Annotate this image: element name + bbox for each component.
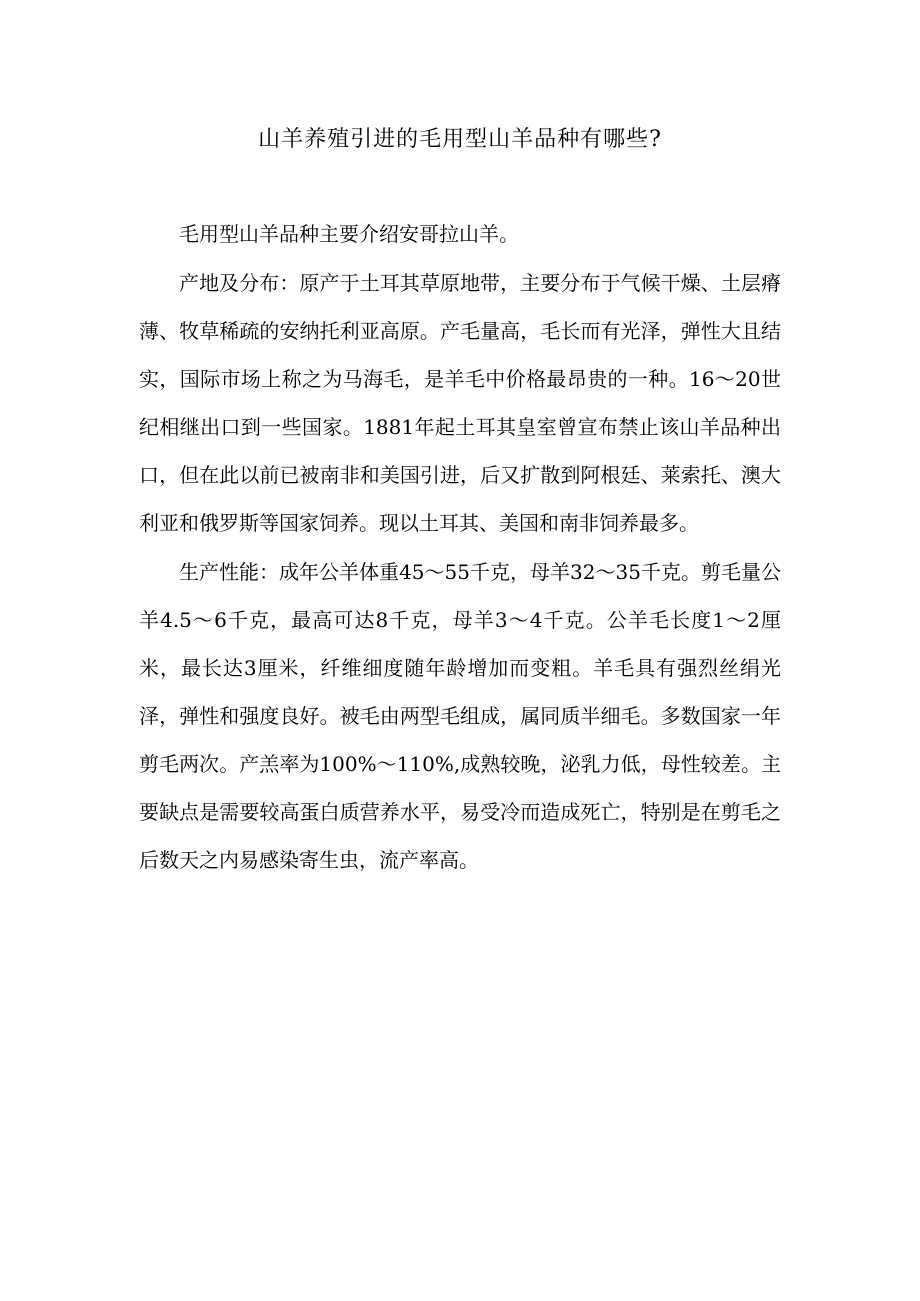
- production-performance-paragraph: 生产性能：成年公羊体重45～55千克，母羊32～35千克。剪毛量公羊4.5～6千克，最高可达8千克，母羊3～4千克。公羊毛长度1～2厘米，最长达3厘米，纤维细度随年龄增加而变粗。羊毛具有强烈丝绢光泽，弹性和强度良好。被毛由两型毛组成，属同质半细毛。多数国家一年剪毛两次。产羔率为100%～110%,成熟较晚，泌乳力低，母性较差。主要缺点是需要较高蛋白质营养水平，易受冷而造成死亡，特别是在剪毛之后数天之内易感染寄生虫，流产率高。: [139, 560, 781, 872]
- intro-paragraph: 毛用型山羊品种主要介绍安哥拉山羊。: [179, 222, 519, 246]
- document-title: 山羊养殖引进的毛用型山羊品种有哪些?: [258, 127, 662, 152]
- origin-distribution-paragraph: 产地及分布：原产于土耳其草原地带，主要分布于气候干燥、土层瘠薄、牧草稀疏的安纳托利亚高原。产毛量高，毛长而有光泽，弹性大且结实，国际市场上称之为马海毛，是羊毛中价格最昂贵的一种。16～20世纪相继出口到一些国家。1881年起土耳其皇室曾宣布禁止该山羊品种出口，但在此以前已被南非和美国引进，后又扩散到阿根廷、莱索托、澳大利亚和俄罗斯等国家饲养。现以土耳其、美国和南非饲养最多。: [139, 271, 781, 535]
- document-body: [139, 210, 781, 885]
